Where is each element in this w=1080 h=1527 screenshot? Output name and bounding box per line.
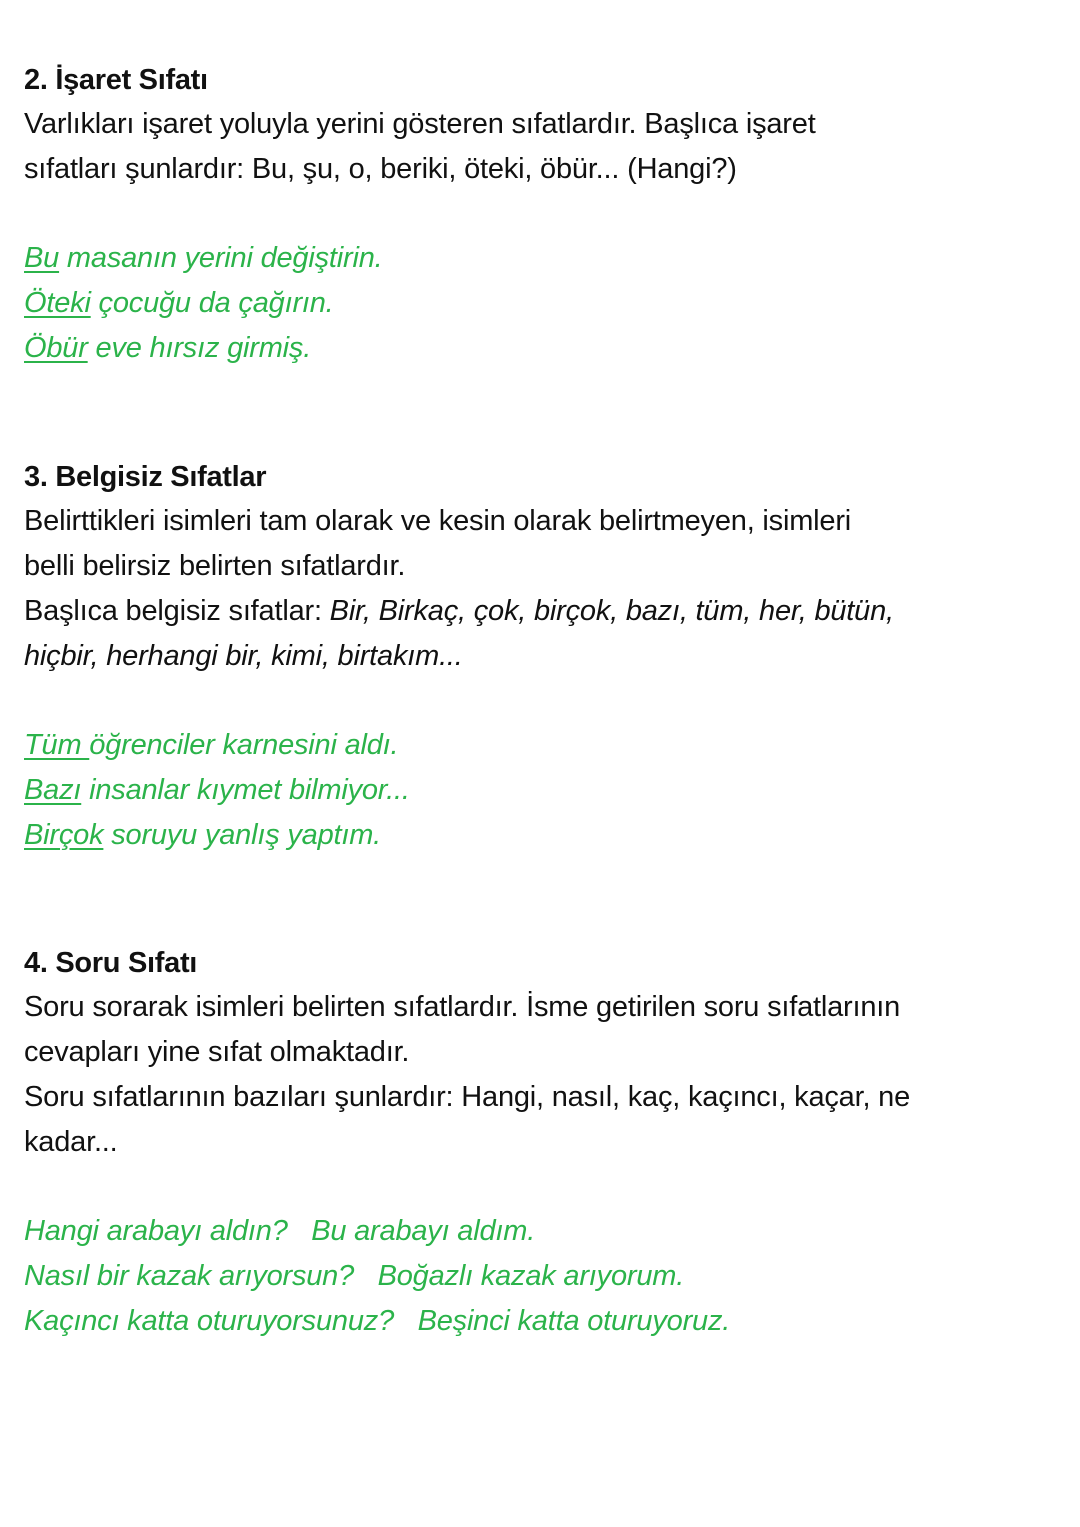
section-title: 4. Soru Sıfatı xyxy=(24,947,198,979)
section-title: 2. İşaret Sıfatı xyxy=(24,64,208,96)
definition-line: sıfatları şunlardır: Bu, şu, o, beriki, öteki, öbür... (Hangi?) xyxy=(24,153,737,185)
definition-line: Soru sıfatlarının bazıları şunlardır: Hangi, nasıl, kaç, kaçıncı, kaçar, ne xyxy=(24,1081,911,1113)
adjective-highlight: Tüm xyxy=(24,729,90,761)
adjective-highlight: Bu xyxy=(24,242,60,274)
adjective-list: Bir, Birkaç, çok, birçok, bazı, tüm, her, bütün, xyxy=(329,595,894,627)
example-rest: masanın yerini değiştirin. xyxy=(59,242,383,274)
example-rest: öğrenciler karnesini aldı. xyxy=(89,729,399,761)
document-page xyxy=(24,58,1064,1344)
adjective-highlight: Öbür xyxy=(24,332,88,364)
definition-line: belli belirsiz belirten sıfatlardır. xyxy=(24,550,406,582)
section-belgisiz-sifatlar xyxy=(24,455,1064,858)
example-rest: soruyu yanlış yaptım. xyxy=(103,819,382,851)
adjective-highlight: Öteki xyxy=(24,287,91,319)
example-sentence xyxy=(24,723,1064,768)
definition-line: kadar... xyxy=(24,1126,118,1158)
definition-line xyxy=(24,589,1064,634)
definition-line: Belirttikleri isimleri tam olarak ve kesin olarak belirtmeyen, isimleri xyxy=(24,505,852,537)
adjective-list: hiçbir, herhangi bir, kimi, birtakım... xyxy=(24,640,463,672)
section-title: 3. Belgisiz Sıfatlar xyxy=(24,461,267,493)
list-prefix: Başlıca belgisiz sıfatlar: xyxy=(24,595,330,627)
example-sentence xyxy=(24,281,1064,326)
example-sentence xyxy=(24,768,1064,813)
example-rest: çocuğu da çağırın. xyxy=(90,287,334,319)
example-list xyxy=(24,236,1064,371)
example-sentence xyxy=(24,813,1064,858)
example-list xyxy=(24,723,1064,858)
example-sentence: Hangi arabayı aldın? Bu arabayı aldım. xyxy=(24,1215,536,1247)
example-rest: eve hırsız girmiş. xyxy=(87,332,312,364)
example-sentence xyxy=(24,326,1064,371)
definition-line: Varlıkları işaret yoluyla yerini gösteren sıfatlardır. Başlıca işaret xyxy=(24,108,816,140)
adjective-highlight: Birçok xyxy=(24,819,104,851)
example-rest: insanlar kıymet bilmiyor... xyxy=(81,774,410,806)
example-list xyxy=(24,1209,1064,1344)
adjective-highlight: Bazı xyxy=(24,774,82,806)
example-sentence: Kaçıncı katta oturuyorsunuz? Beşinci katta oturuyoruz. xyxy=(24,1305,731,1337)
definition-line: cevapları yine sıfat olmaktadır. xyxy=(24,1036,410,1068)
definition-line xyxy=(24,634,1064,679)
section-soru-sifati xyxy=(24,941,1064,1344)
example-sentence xyxy=(24,236,1064,281)
example-sentence: Nasıl bir kazak arıyorsun? Boğazlı kazak arıyorum. xyxy=(24,1260,685,1292)
definition-line: Soru sorarak isimleri belirten sıfatlardır. İsme getirilen soru sıfatlarının xyxy=(24,991,901,1023)
section-isaret-sifati xyxy=(24,58,1064,371)
